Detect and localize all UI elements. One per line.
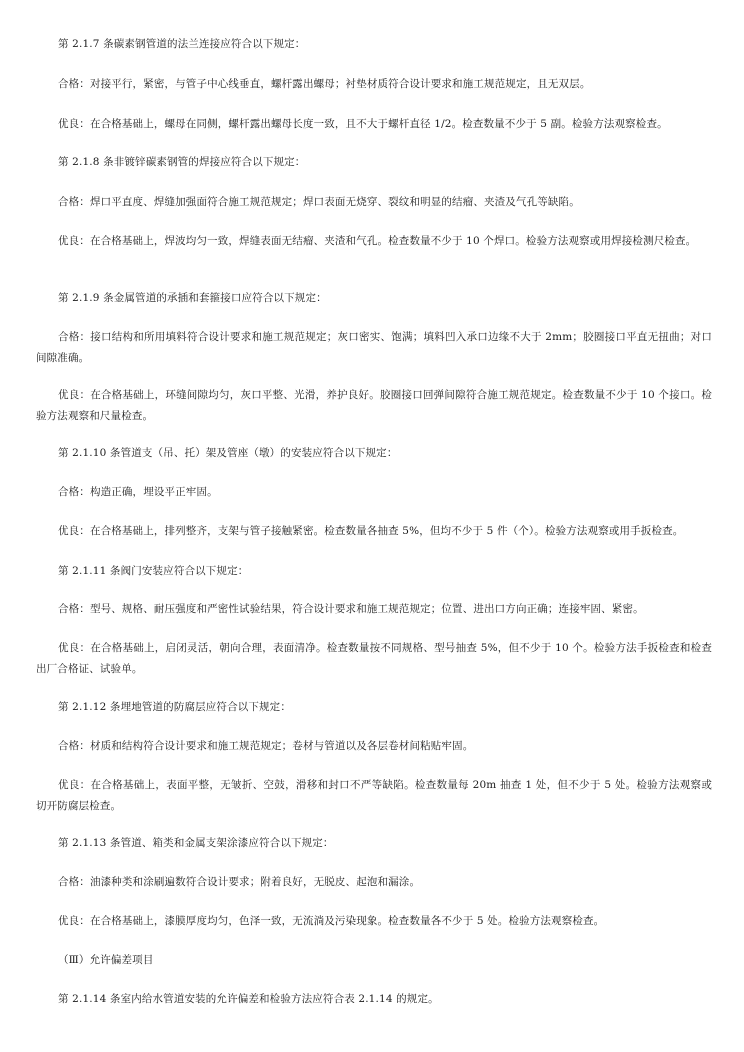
clause-2-1-10-qualified: 合格：构造正确，埋设平正牢固。 <box>58 486 218 498</box>
clause-2-1-10-heading: 第 2.1.10 条管道支（吊、托）架及管座（墩）的安装应符合以下规定： <box>58 447 398 459</box>
clause-2-1-13-qualified: 合格：油漆种类和涂刷遍数符合设计要求；附着良好，无脱皮、起泡和漏涂。 <box>58 876 421 888</box>
clause-2-1-8-qualified: 合格：焊口平直度、焊缝加强面符合施工规范规定；焊口表面无烧穿、裂纹和明显的结瘤、夹渣及气孔等缺陷。 <box>58 196 580 208</box>
clause-2-1-9-excellent: 优良：在合格基础上，环缝间隙均匀，灰口平整、光滑，养护良好。胶圈接口回弹间隙符合施工规范规定。检查数量不少于 10 个接口。检验方法观察和尺量检查。 <box>36 389 712 422</box>
clause-2-1-11-excellent: 优良：在合格基础上，启闭灵活，朝向合理，表面清净。检查数量按不同规格、型号抽查 5%，但不少于 10 个。检验方法手扳检查和检查出厂合格证、试验单。 <box>36 642 712 675</box>
clause-2-1-11-qualified: 合格：型号、规格、耐压强度和严密性试验结果，符合设计要求和施工规范规定；位置、进出口方向正确；连接牢固、紧密。 <box>58 603 644 615</box>
clause-2-1-8-excellent: 优良：在合格基础上，焊波均匀一致，焊缝表面无结瘤、夹渣和气孔。检查数量不少于 10 个焊口。检验方法观察或用焊接检测尺检查。 <box>58 235 697 247</box>
clause-2-1-13-heading: 第 2.1.13 条管道、箱类和金属支架涂漆应符合以下规定： <box>58 837 334 849</box>
clause-2-1-14-heading: 第 2.1.14 条室内给水管道安装的允许偏差和检验方法应符合表 2.1.14 的规定。 <box>58 993 439 1005</box>
clause-2-1-11-heading: 第 2.1.11 条阀门安装应符合以下规定： <box>58 565 249 577</box>
clause-2-1-12-heading: 第 2.1.12 条埋地管道的防腐层应符合以下规定： <box>58 701 291 713</box>
clause-2-1-7-excellent: 优良：在合格基础上，螺母在同侧，螺杆露出螺母长度一致，且不大于螺杆直径 1/2。检查数量不少于 5 副。检验方法观察检查。 <box>58 118 668 130</box>
clause-2-1-12-excellent: 优良：在合格基础上，表面平整，无皱折、空鼓，滑移和封口不严等缺陷。检查数量每 20m 抽查 1 处，但不少于 5 处。检验方法观察或切开防腐层检查。 <box>36 779 712 812</box>
clause-2-1-12-qualified: 合格：材质和结构符合设计要求和施工规范规定；卷材与管道以及各层卷材间粘贴牢固。 <box>58 740 474 752</box>
clause-2-1-8-heading: 第 2.1.8 条非镀锌碳素钢管的焊接应符合以下规定： <box>58 156 306 168</box>
clause-2-1-13-excellent: 优良：在合格基础上，漆膜厚度均匀，色泽一致，无流淌及污染现象。检查数量各不少于 5 处。检验方法观察检查。 <box>58 915 605 927</box>
clause-2-1-7-heading: 第 2.1.7 条碳素钢管道的法兰连接应符合以下规定： <box>58 38 306 50</box>
clause-2-1-9-heading: 第 2.1.9 条金属管道的承插和套箍接口应符合以下规定： <box>58 292 327 304</box>
clause-2-1-7-qualified: 合格：对接平行，紧密，与管子中心线垂直，螺杆露出螺母；衬垫材质符合设计要求和施工规范规定，且无双层。 <box>58 78 591 90</box>
clause-2-1-9-qualified: 合格：接口结构和所用填料符合设计要求和施工规范规定；灰口密实、饱满；填料凹入承口边缘不大于 2mm；胶圈接口平直无扭曲；对口间隙准确。 <box>36 331 712 364</box>
section-allowed-deviation-heading: （Ⅲ）允许偏差项目 <box>58 954 154 966</box>
clause-2-1-10-excellent: 优良：在合格基础上，排列整齐，支架与管子接触紧密。检查数量各抽查 5%，但均不少于 5 件（个）。检验方法观察或用手扳检查。 <box>58 525 684 537</box>
